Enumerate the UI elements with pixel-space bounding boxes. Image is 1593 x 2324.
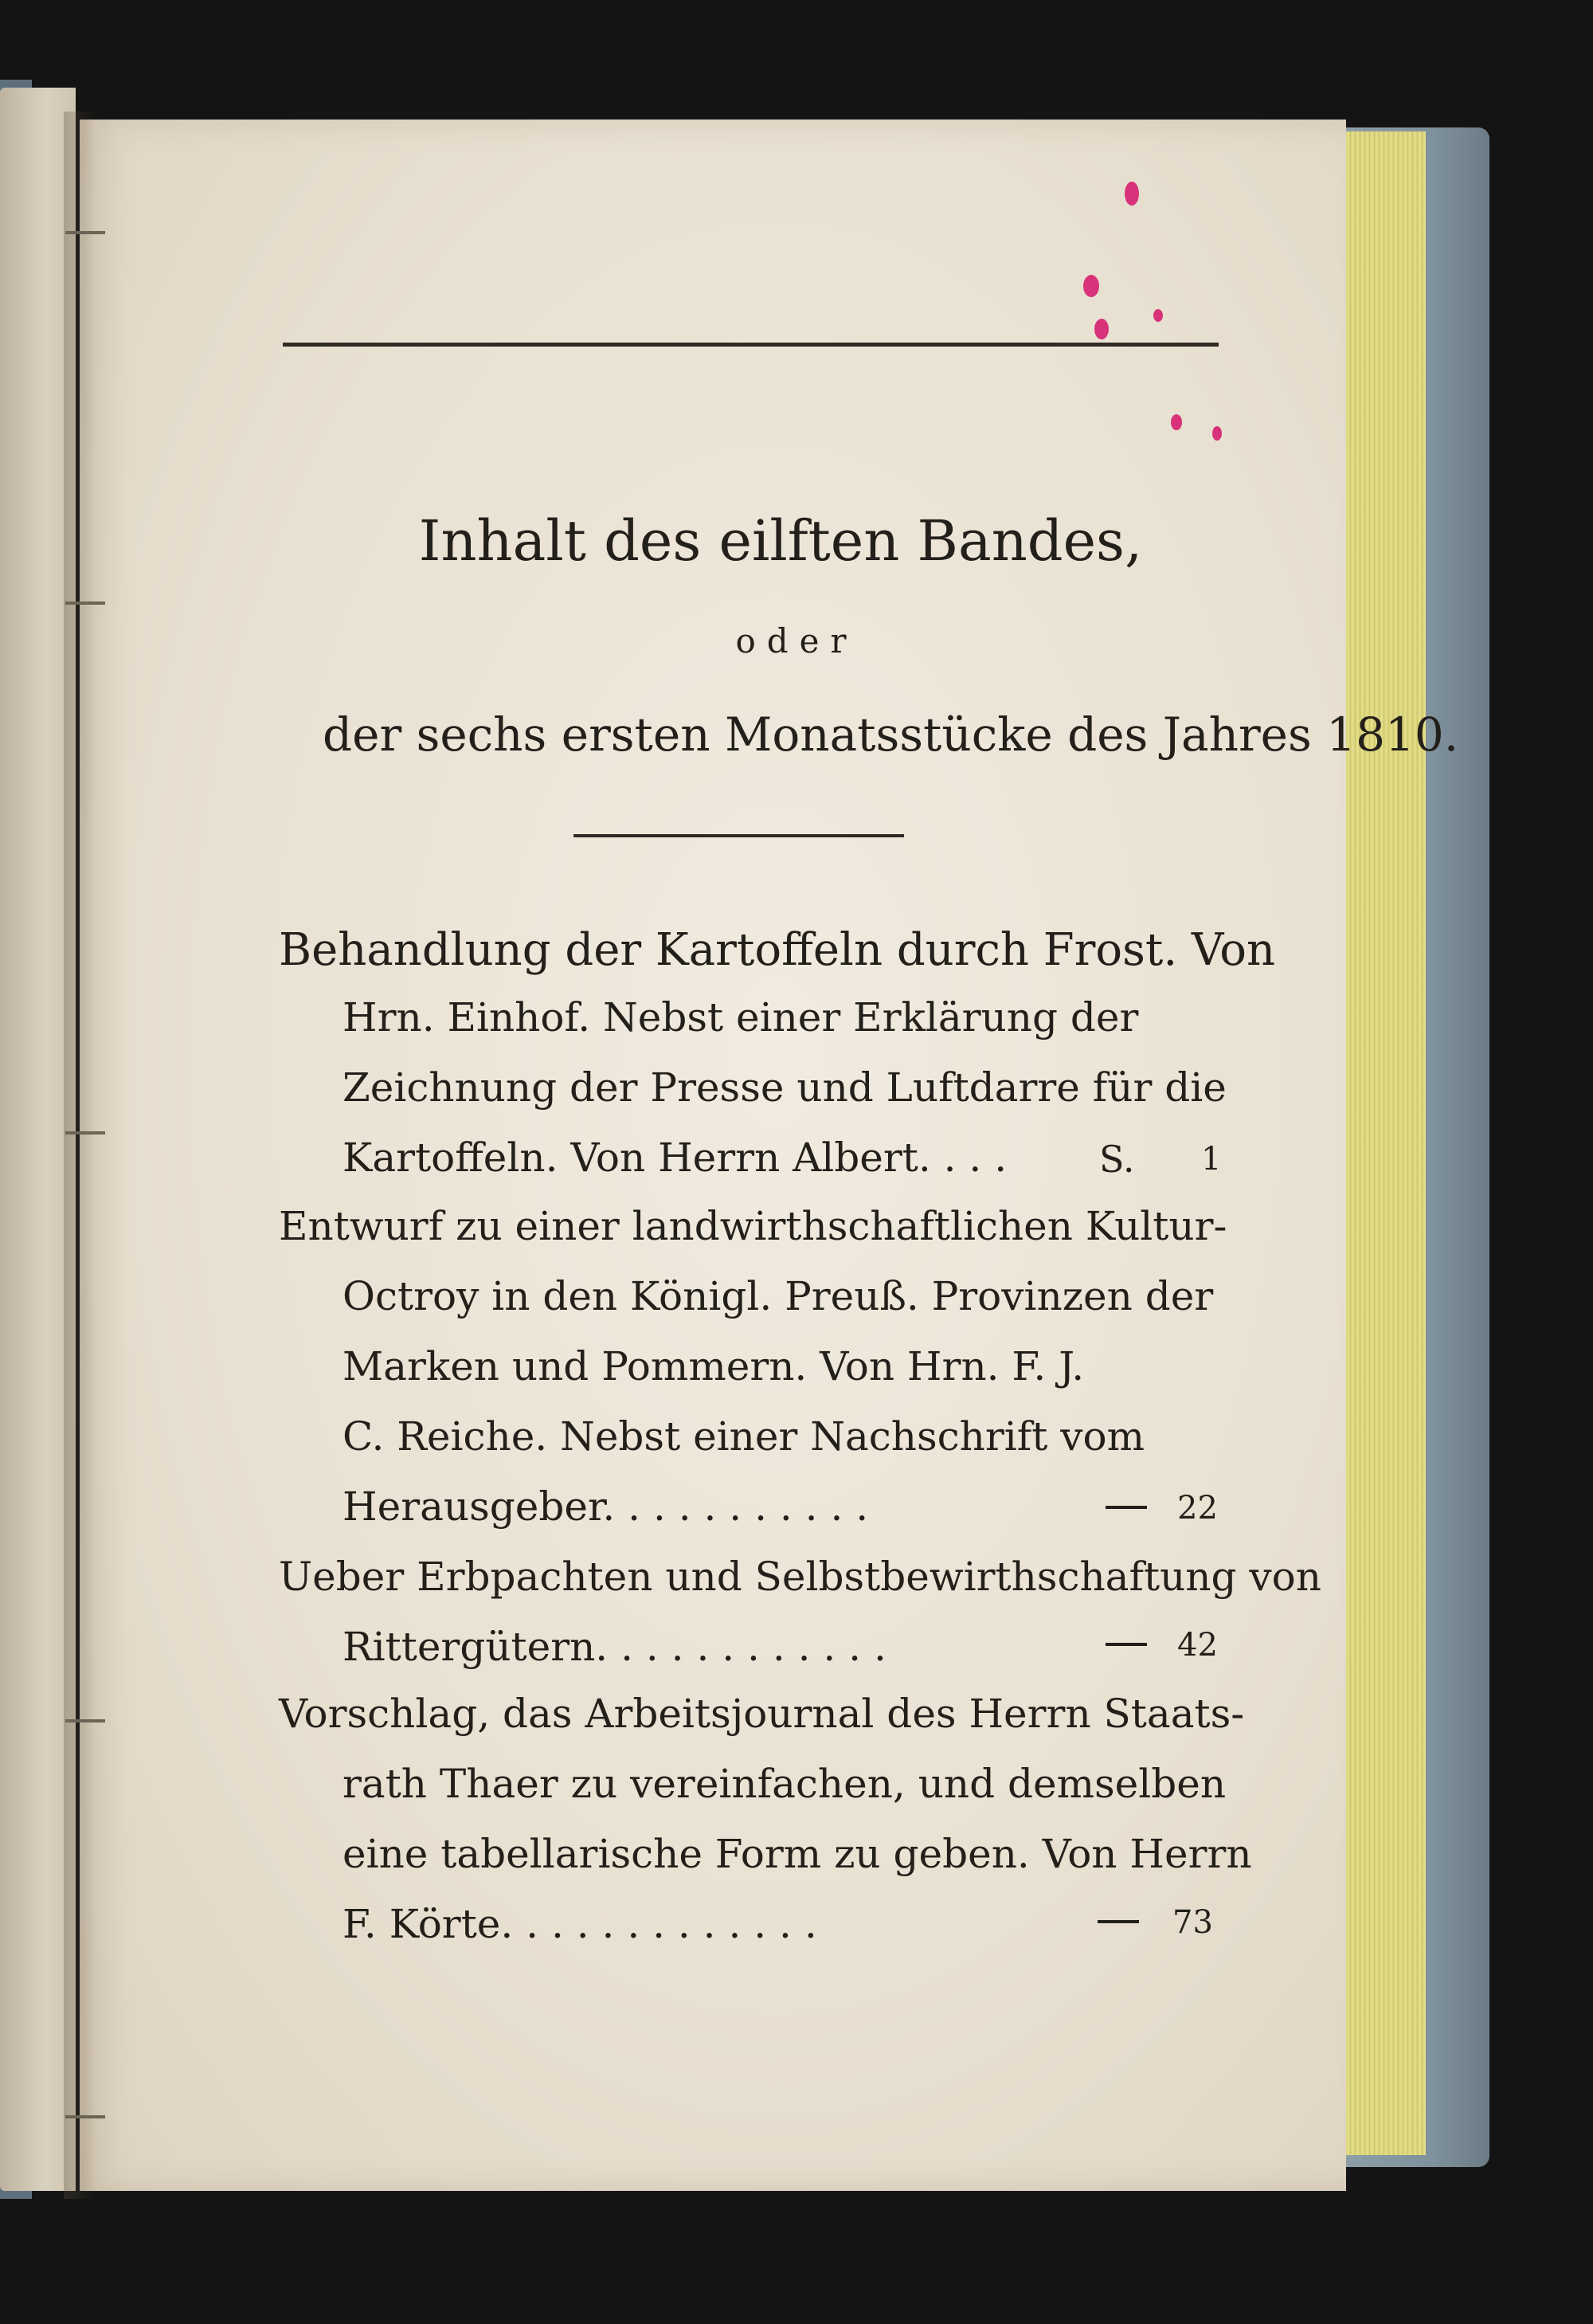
toc-line: Behandlung der Kartoffeln durch Frost. Von (279, 924, 1276, 976)
binding-stitch (65, 1131, 105, 1135)
binding-stitch (65, 2115, 105, 2118)
ink-stain (1125, 182, 1139, 206)
toc-line: C. Reiche. Nebst einer Nachschrift vom (342, 1413, 1145, 1460)
spine-shadow (64, 112, 96, 2199)
title-connector: oder (735, 621, 858, 660)
page-subtitle: der sechs ersten Monatsstücke des Jahres 1810. (323, 707, 1459, 762)
binding-stitch (65, 231, 105, 234)
ink-stain (1153, 309, 1163, 322)
page-title: Inhalt des eilften Bandes, (418, 508, 1143, 574)
ink-stain (1171, 414, 1182, 430)
toc-line: Vorschlag, das Arbeitsjournal des Herrn Staats- (279, 1691, 1245, 1737)
ditto-dash (1106, 1643, 1147, 1646)
page-number: 73 (1172, 1904, 1213, 1941)
ink-stain (1212, 426, 1222, 441)
ditto-dash (1098, 1920, 1139, 1923)
toc-line: Kartoffeln. Von Herrn Albert. . . . (342, 1135, 1008, 1181)
ink-stain (1094, 319, 1109, 339)
binding-stitch (65, 602, 105, 605)
divider-rule (573, 834, 904, 837)
page-marker: S. (1099, 1138, 1135, 1181)
page-number: 42 (1177, 1627, 1218, 1664)
toc-line: Hrn. Einhof. Nebst einer Erklärung der (342, 994, 1139, 1041)
page-number: 1 (1201, 1141, 1222, 1178)
toc-line: F. Körte. . . . . . . . . . . . . (342, 1901, 817, 1947)
toc-line: Ueber Erbpachten und Selbstbewirthschaftung von (279, 1554, 1321, 1600)
toc-line: Rittergütern. . . . . . . . . . . . (342, 1624, 887, 1670)
page-number: 22 (1177, 1490, 1218, 1526)
ditto-dash (1106, 1506, 1147, 1509)
toc-line: rath Thaer zu vereinfachen, und demselben (342, 1761, 1227, 1807)
toc-line: Entwurf zu einer landwirthschaftlichen Kultur- (279, 1203, 1227, 1249)
toc-line: Octroy in den Königl. Preuß. Provinzen der (342, 1273, 1214, 1319)
toc-line: Zeichnung der Presse und Luftdarre für die (342, 1064, 1227, 1111)
ink-stain (1083, 275, 1099, 297)
toc-line: Herausgeber. . . . . . . . . . . (342, 1483, 869, 1530)
top-rule (283, 343, 1219, 347)
toc-line: eine tabellarische Form zu geben. Von Herrn (342, 1831, 1252, 1877)
binding-stitch (65, 1719, 105, 1722)
toc-line: Marken und Pommern. Von Hrn. F. J. (342, 1343, 1085, 1389)
